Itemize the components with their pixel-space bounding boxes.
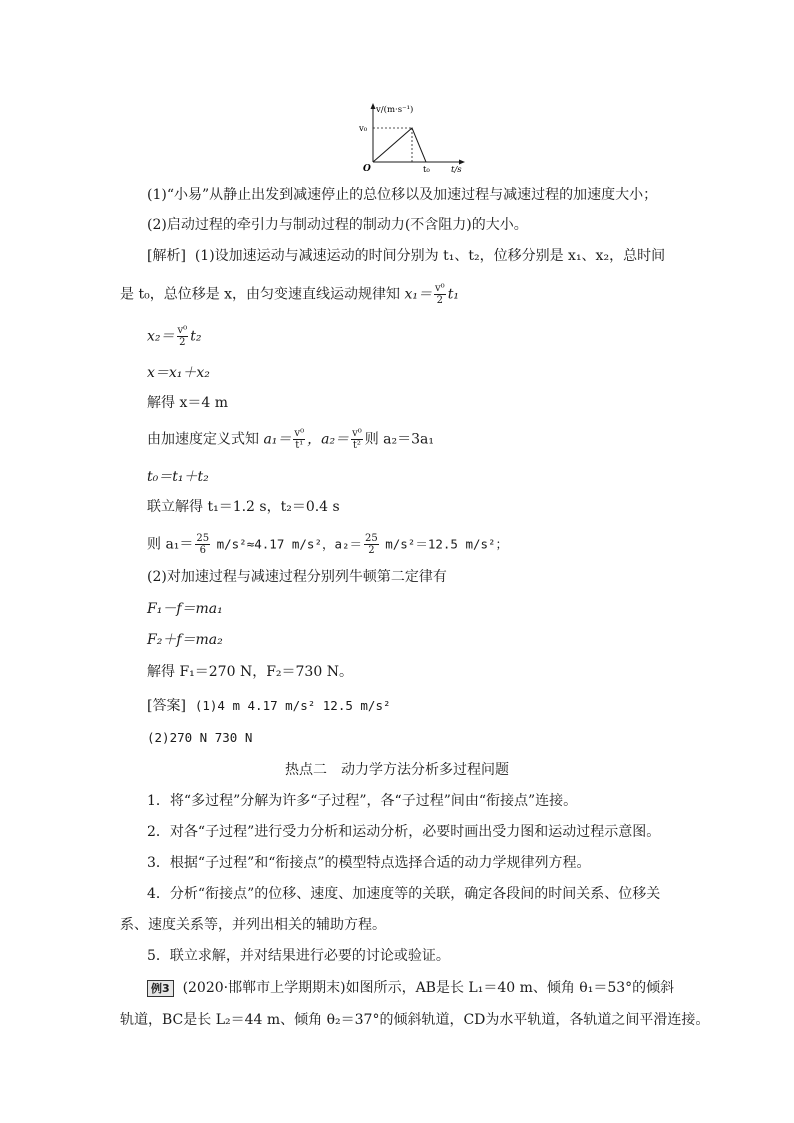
answer-text-1: (1)4 m 4.17 m/s² 12.5 m/s² [194,698,391,713]
equation-x2 [147,325,201,348]
x-axis-arrow [459,160,465,165]
equation-f2: F₂＋f＝ma₂ [147,632,223,648]
vt-graph [355,100,475,175]
fraction-25-over-6: $\frac{25}{6}$ [196,533,210,556]
question-2: (2)启动过程的牵引力与制动过程的制动力(不含阻力)的大小。 [147,217,528,233]
section-item-4-continued: 系、速度关系等，并列出相关的辅助方程。 [120,917,386,933]
a2-rest: m/s²＝12.5 m/s²； [385,536,509,552]
eq-x1-rhs: t₁ [447,286,459,303]
section-item-1: 1．将“多过程”分解为许多“子过程”，各“子过程”间由“衔接点”连接。 [147,793,578,809]
example-badge: 例3 [147,980,174,997]
x-axis-label: t/s [451,165,462,175]
example-line-1 [147,978,674,998]
accel-prefix: 由加速度定义式知 [147,431,259,448]
example-line-2: 轨道，BC是长 L₂＝44 m、倾角 θ₂＝37°的倾斜轨道，CD为水平轨道，各轨道之间平滑连接。 [120,1012,710,1028]
a1-rest: m/s²≈4.17 m/s²，a₂＝ [216,536,363,552]
question-1: (1)“小易”从静止出发到减速停止的总位移以及加速过程与减速过程的加速度大小； [147,187,658,203]
solution-text-2: 是 t₀，总位移是 x，由匀变速直线运动规律知 [120,286,401,303]
section-title: 热点二 动力学方法分析多过程问题 [285,762,509,778]
origin-label: O [363,164,371,174]
answer-line-1 [147,696,391,716]
section-item-3: 3．根据“子过程”和“衔接点”的模型特点选择合适的动力学规律列方程。 [147,855,591,871]
fraction-v0-over-t2: $\frac{\text{v⁰}}{\text{t²}}$ [352,428,362,451]
equation-f1: F₁－f＝ma₁ [147,601,223,617]
solution-tag: [解析] [147,248,186,264]
a-prefix: 则 a₁＝ [147,536,194,553]
eq-x2-rhs: t₂ [190,328,202,345]
fraction-v0-over-2-b: $\frac{\text{v⁰}}{2}$ [177,325,188,348]
eq-a1-lhs: a₁＝ [263,431,292,448]
solution-text-1: (1)设加速运动与减速运动的时间分别为 t₁、t₂，位移分别是 x₁、x₂，总时间 [194,248,666,264]
solve-x: 解得 x＝4 m [147,395,228,411]
accel-suffix: 则 a₂＝3a₁ [364,431,435,448]
equation-sum: x＝x₁＋x₂ [147,365,210,381]
solution-line-1 [147,246,665,266]
eq-a2-lhs: ，a₂＝ [307,431,350,448]
solve-t: 联立解得 t₁＝1.2 s，t₂＝0.4 s [147,499,340,515]
section-item-4: 4．分析“衔接点”的位移、速度、加速度等的关联，确定各段间的时间关系、位移关 [147,886,661,902]
fraction-v0-over-t1: $\frac{\text{v⁰}}{\text{t¹}}$ [294,428,305,451]
eq-x2-lhs: x₂＝ [147,328,175,345]
answer-tag: [答案] [147,698,186,714]
solve-a [147,533,508,556]
section-item-2: 2．对各“子过程”进行受力分析和运动分析，必要时画出受力图和运动过程示意图。 [147,824,661,840]
y-axis-label: v/(m·s⁻¹) [376,105,414,115]
fraction-25-over-2: $\frac{25}{2}$ [365,533,378,556]
t0-tick-label: t₀ [423,165,430,175]
equation-t0: t₀＝t₁＋t₂ [147,469,209,485]
solve-f: 解得 F₁＝270 N，F₂＝730 N。 [147,664,353,680]
accel-definition [147,428,434,451]
section-item-5: 5．联立求解，并对结果进行必要的讨论或验证。 [147,948,450,964]
v0-tick-label: v₀ [359,124,368,134]
part-2-intro: (2)对加速过程与减速过程分别列牛顿第二定律有 [147,569,447,585]
eq-x1-lhs: x₁＝ [404,286,433,303]
example-text-1: (2020·邯郸市上学期期末)如图所示，AB是长 L₁＝40 m、倾角 θ₁＝53°的倾斜 [182,980,675,996]
fraction-v0-over-2: $\frac{\text{v⁰}}{2}$ [435,283,445,306]
solution-line-2 [120,283,459,306]
velocity-curve [373,128,426,162]
y-axis-arrow [371,103,376,109]
answer-line-2: (2)270 N 730 N [147,730,253,745]
